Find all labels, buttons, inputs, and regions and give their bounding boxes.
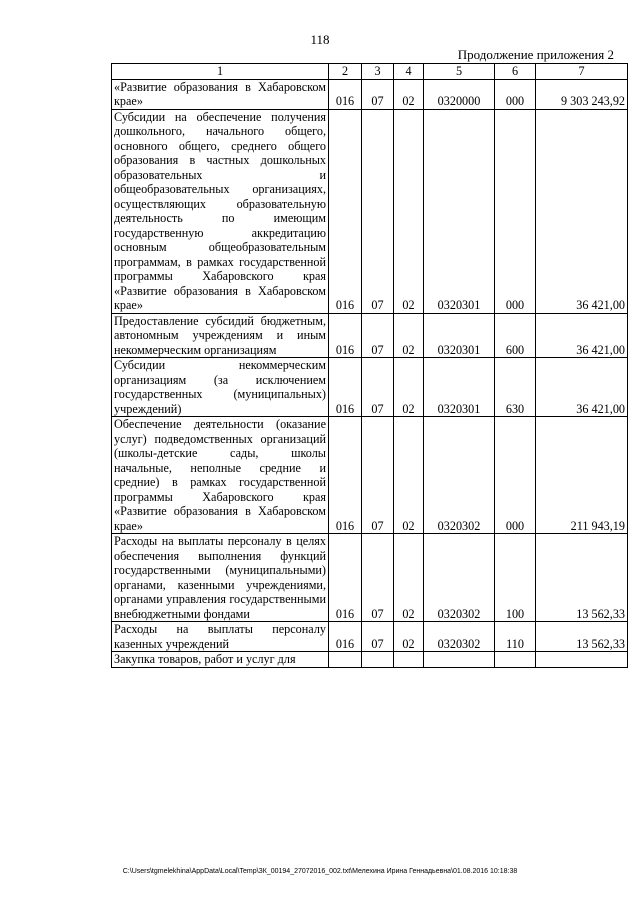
row-description: Обеспечение деятельности (оказание услуг) подведомственных организаций (школы-детские сады, школы начальные, неполные средние и средние) в рамках государственной программы Хабаровского края «Развитие образования в Хабаровском крае» [112,417,329,534]
cell-section: 07 [362,313,394,358]
cell-section: 07 [362,622,394,652]
cell-ministry-code: 016 [329,417,362,534]
budget-table [111,63,628,668]
cell-amount: 9 303 243,92 [536,79,628,109]
cell-subsection [394,652,424,668]
cell-target-article: 0320301 [424,109,495,313]
cell-amount: 36 421,00 [536,358,628,417]
table-row [112,79,628,109]
cell-section: 07 [362,358,394,417]
cell-subsection: 02 [394,313,424,358]
cell-target-article: 0320000 [424,79,495,109]
file-path-footer: C:\Users\tgmelekhina\AppData\Local\Temp\ЗК_00194_27072016_002.txt\Мелехина Ирина Геннадьевна\01.08.2016 10:18:38 [122,868,518,875]
cell-expense-type: 000 [495,417,536,534]
column-header: 4 [394,64,424,80]
row-description: Закупка товаров, работ и услуг для [112,652,329,668]
cell-subsection: 02 [394,417,424,534]
cell-expense-type: 100 [495,534,536,622]
cell-section: 07 [362,534,394,622]
cell-expense-type [495,652,536,668]
cell-amount: 36 421,00 [536,109,628,313]
column-header: 5 [424,64,495,80]
table-row [112,109,628,313]
cell-target-article: 0320301 [424,313,495,358]
cell-ministry-code: 016 [329,534,362,622]
cell-amount: 36 421,00 [536,313,628,358]
cell-amount: 13 562,33 [536,534,628,622]
row-description: Расходы на выплаты персоналу казенных учреждений [112,622,329,652]
cell-section: 07 [362,417,394,534]
cell-subsection: 02 [394,622,424,652]
row-description: «Развитие образования в Хабаровском крае» [112,79,329,109]
cell-target-article: 0320302 [424,622,495,652]
table-row [112,622,628,652]
cell-target-article: 0320301 [424,358,495,417]
column-header: 6 [495,64,536,80]
column-header: 2 [329,64,362,80]
cell-ministry-code [329,652,362,668]
column-header: 7 [536,64,628,80]
cell-target-article: 0320302 [424,417,495,534]
cell-expense-type: 110 [495,622,536,652]
column-number-row [112,64,628,80]
row-description: Предоставление субсидий бюджетным, автономным учреждениям и иным некоммерческим организациям [112,313,329,358]
cell-expense-type: 000 [495,109,536,313]
cell-section: 07 [362,109,394,313]
table-row [112,313,628,358]
table-row [112,652,628,668]
cell-section: 07 [362,79,394,109]
cell-ministry-code: 016 [329,622,362,652]
column-header: 1 [112,64,329,80]
cell-target-article [424,652,495,668]
cell-subsection: 02 [394,79,424,109]
column-header: 3 [362,64,394,80]
table-row [112,417,628,534]
cell-amount: 211 943,19 [536,417,628,534]
cell-subsection: 02 [394,534,424,622]
cell-amount [536,652,628,668]
cell-ministry-code: 016 [329,109,362,313]
cell-section [362,652,394,668]
cell-expense-type: 600 [495,313,536,358]
table-row [112,534,628,622]
cell-subsection: 02 [394,358,424,417]
cell-ministry-code: 016 [329,358,362,417]
page-number: 118 [310,32,330,47]
cell-ministry-code: 016 [329,313,362,358]
table-row [112,358,628,417]
cell-amount: 13 562,33 [536,622,628,652]
cell-subsection: 02 [394,109,424,313]
row-description: Расходы на выплаты персоналу в целях обеспечения выполнения функций государственными (муниципальными) органами, казенными учреждениями, органами управления государственными внебюджетными фондами [112,534,329,622]
cell-target-article: 0320302 [424,534,495,622]
continuation-note: Продолжение приложения 2 [457,47,614,62]
cell-expense-type: 000 [495,79,536,109]
row-description: Субсидии на обеспечение получения дошкольного, начального общего, основного общего, среднего общего образования в частных дошкольных образовательных и общеобразовательных организациях, осуществляющих образовательную деятельность по имеющим государственную аккредитацию основным общеобразовательным программам, в рамках государственной программы Хабаровского края «Развитие образования в Хабаровском крае» [112,109,329,313]
row-description: Субсидии некоммерческим организациям (за исключением государственных (муниципальных) учреждений) [112,358,329,417]
cell-expense-type: 630 [495,358,536,417]
cell-ministry-code: 016 [329,79,362,109]
